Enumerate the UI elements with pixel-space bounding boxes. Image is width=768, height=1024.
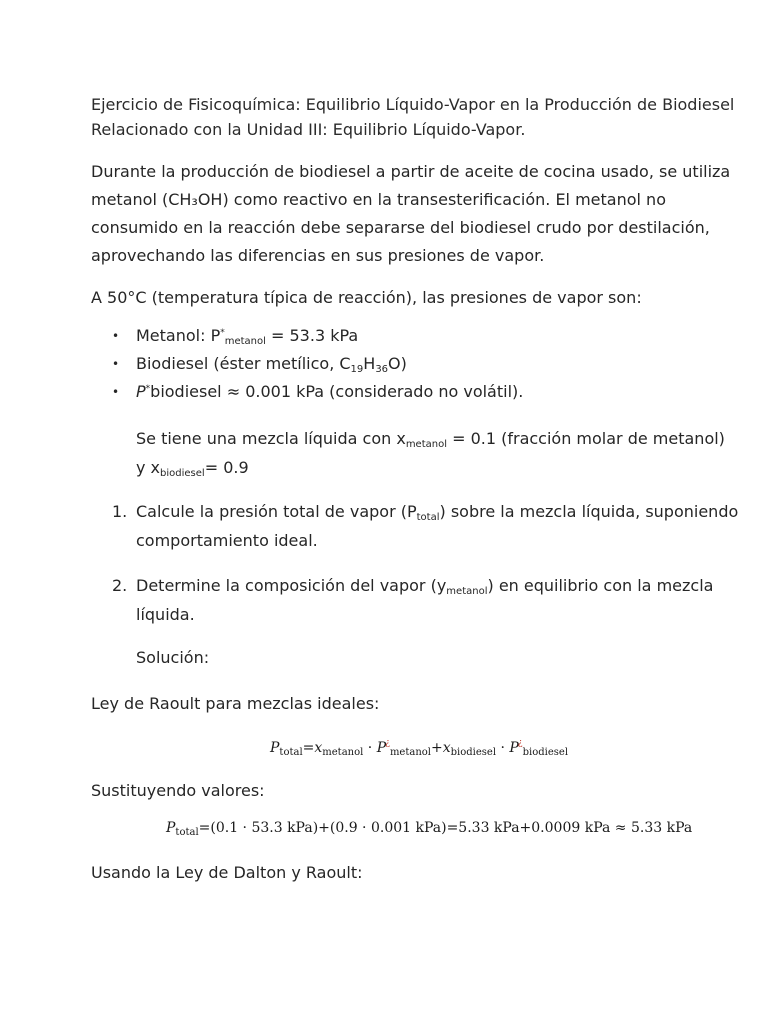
question-number: 1. [112,502,128,521]
substitution-equation: $P_{total}=(0.1 \cdot 53.3$ kPa)+(0.9 · 0.001 kPa)=5.33 kPa+0.0009 kPa ≈ 5.33 kPa [166,820,693,838]
intro-paragraph [91,158,730,270]
raoult-equation: $P_{total}=x_{metanol} \cdot P^¿_{metanol}+x_{biodiesel} \cdot P^¿_{biodiesel}$ [270,738,569,758]
document-page: Ejercicio de Fisicoquímica: Equilibrio Líquido-Vapor en la Producción de Biodiesel Relacionado con la Unidad III: Equilibrio Líquido-Vapor. Durante la producción de biodiesel a partir de aceite de cocina usado, se utiliza metanol (CH₃OH) como reactivo en la transesterificación. El metanol no consumido en la reacción debe separarse del biodiesel crudo por destilación, aprovechando las diferencias en sus presiones de vapor. A 50°C (temperatura típica de reacción), las presiones de vapor son: • Metanol: $P^*_{metanol} = 53.3$ kPa • Biodiesel (éster metílico, $C_{19}H_{36}O$) • P*biodiesel ≈ 0.001 kPa (considerado no volátil). Se tiene una mezcla líquida con $x_{metanol} = 0.1$ (fracción molar de metanol) y $x_{biodiesel}= 0.9$ 1. Calcule la presión total de vapor $(P_{total})$ sobre la mezcla líquida, suponiendo comportamiento ideal. 2. Determine la composición del vapor $(y_{metanol})$ en equilibrio con la mezcla líquida. Solución: Ley de Raoult para mezclas ideales: $P_{total}=x_{metanol} \cdot P^¿_{metanol}+x_{biodiesel} \cdot P^¿_{biodiesel}$ Sustituyendo valores: $P_{total}=(0.1 \cdot 53.3$ kPa)+(0.9 · 0.001 kPa)=5.33 kPa+0.0009 kPa ≈ 5.33 kPa Usando la Ley de Dalton y Raoult: [0,0,768,1024]
list-item: • Metanol: $P^*_{metanol} = 53.3$ kPa [112,322,523,350]
bullet-icon: • [112,385,120,399]
document-heading [91,92,734,142]
raoult-law-label: Ley de Raoult para mezclas ideales: [91,694,380,713]
mixture-paragraph: Se tiene una mezcla líquida con $x_{metanol} = 0.1$ (fracción molar de metanol) y $x_{biodiesel}= 0.9$ [136,429,725,479]
heading-line-1: Ejercicio de Fisicoquímica: Equilibrio Líquido-Vapor en la Producción de Biodiesel [91,95,735,114]
conditions-paragraph: A 50°C (temperatura típica de reacción), las presiones de vapor son: [91,288,642,307]
list-item: • P*biodiesel ≈ 0.001 kPa (considerado no volátil). [112,378,523,406]
dalton-law-label: Usando la Ley de Dalton y Raoult: [91,863,363,882]
bullet-icon: • [112,329,120,343]
question-number: 2. [112,576,128,595]
solution-label: Solución: [136,648,210,667]
heading-line-2: Relacionado con la Unidad III: Equilibrio Líquido-Vapor. [91,120,526,139]
bullet-icon: • [112,357,120,371]
substitute-label: Sustituyendo valores: [91,781,265,800]
intro-line-4: aprovechando las diferencias en sus presiones de vapor. [91,246,545,265]
intro-line-2: metanol (CH₃OH) como reactivo en la transesterificación. El metanol no [91,190,666,209]
intro-line-3: consumido en la reacción debe separarse del biodiesel crudo por destilación, [91,218,710,237]
list-item: • Biodiesel (éster metílico, $C_{19}H_{36}O$) [112,350,523,378]
intro-line-1: Durante la producción de biodiesel a partir de aceite de cocina usado, se utiliza [91,162,731,181]
vapor-pressure-list [112,322,523,406]
